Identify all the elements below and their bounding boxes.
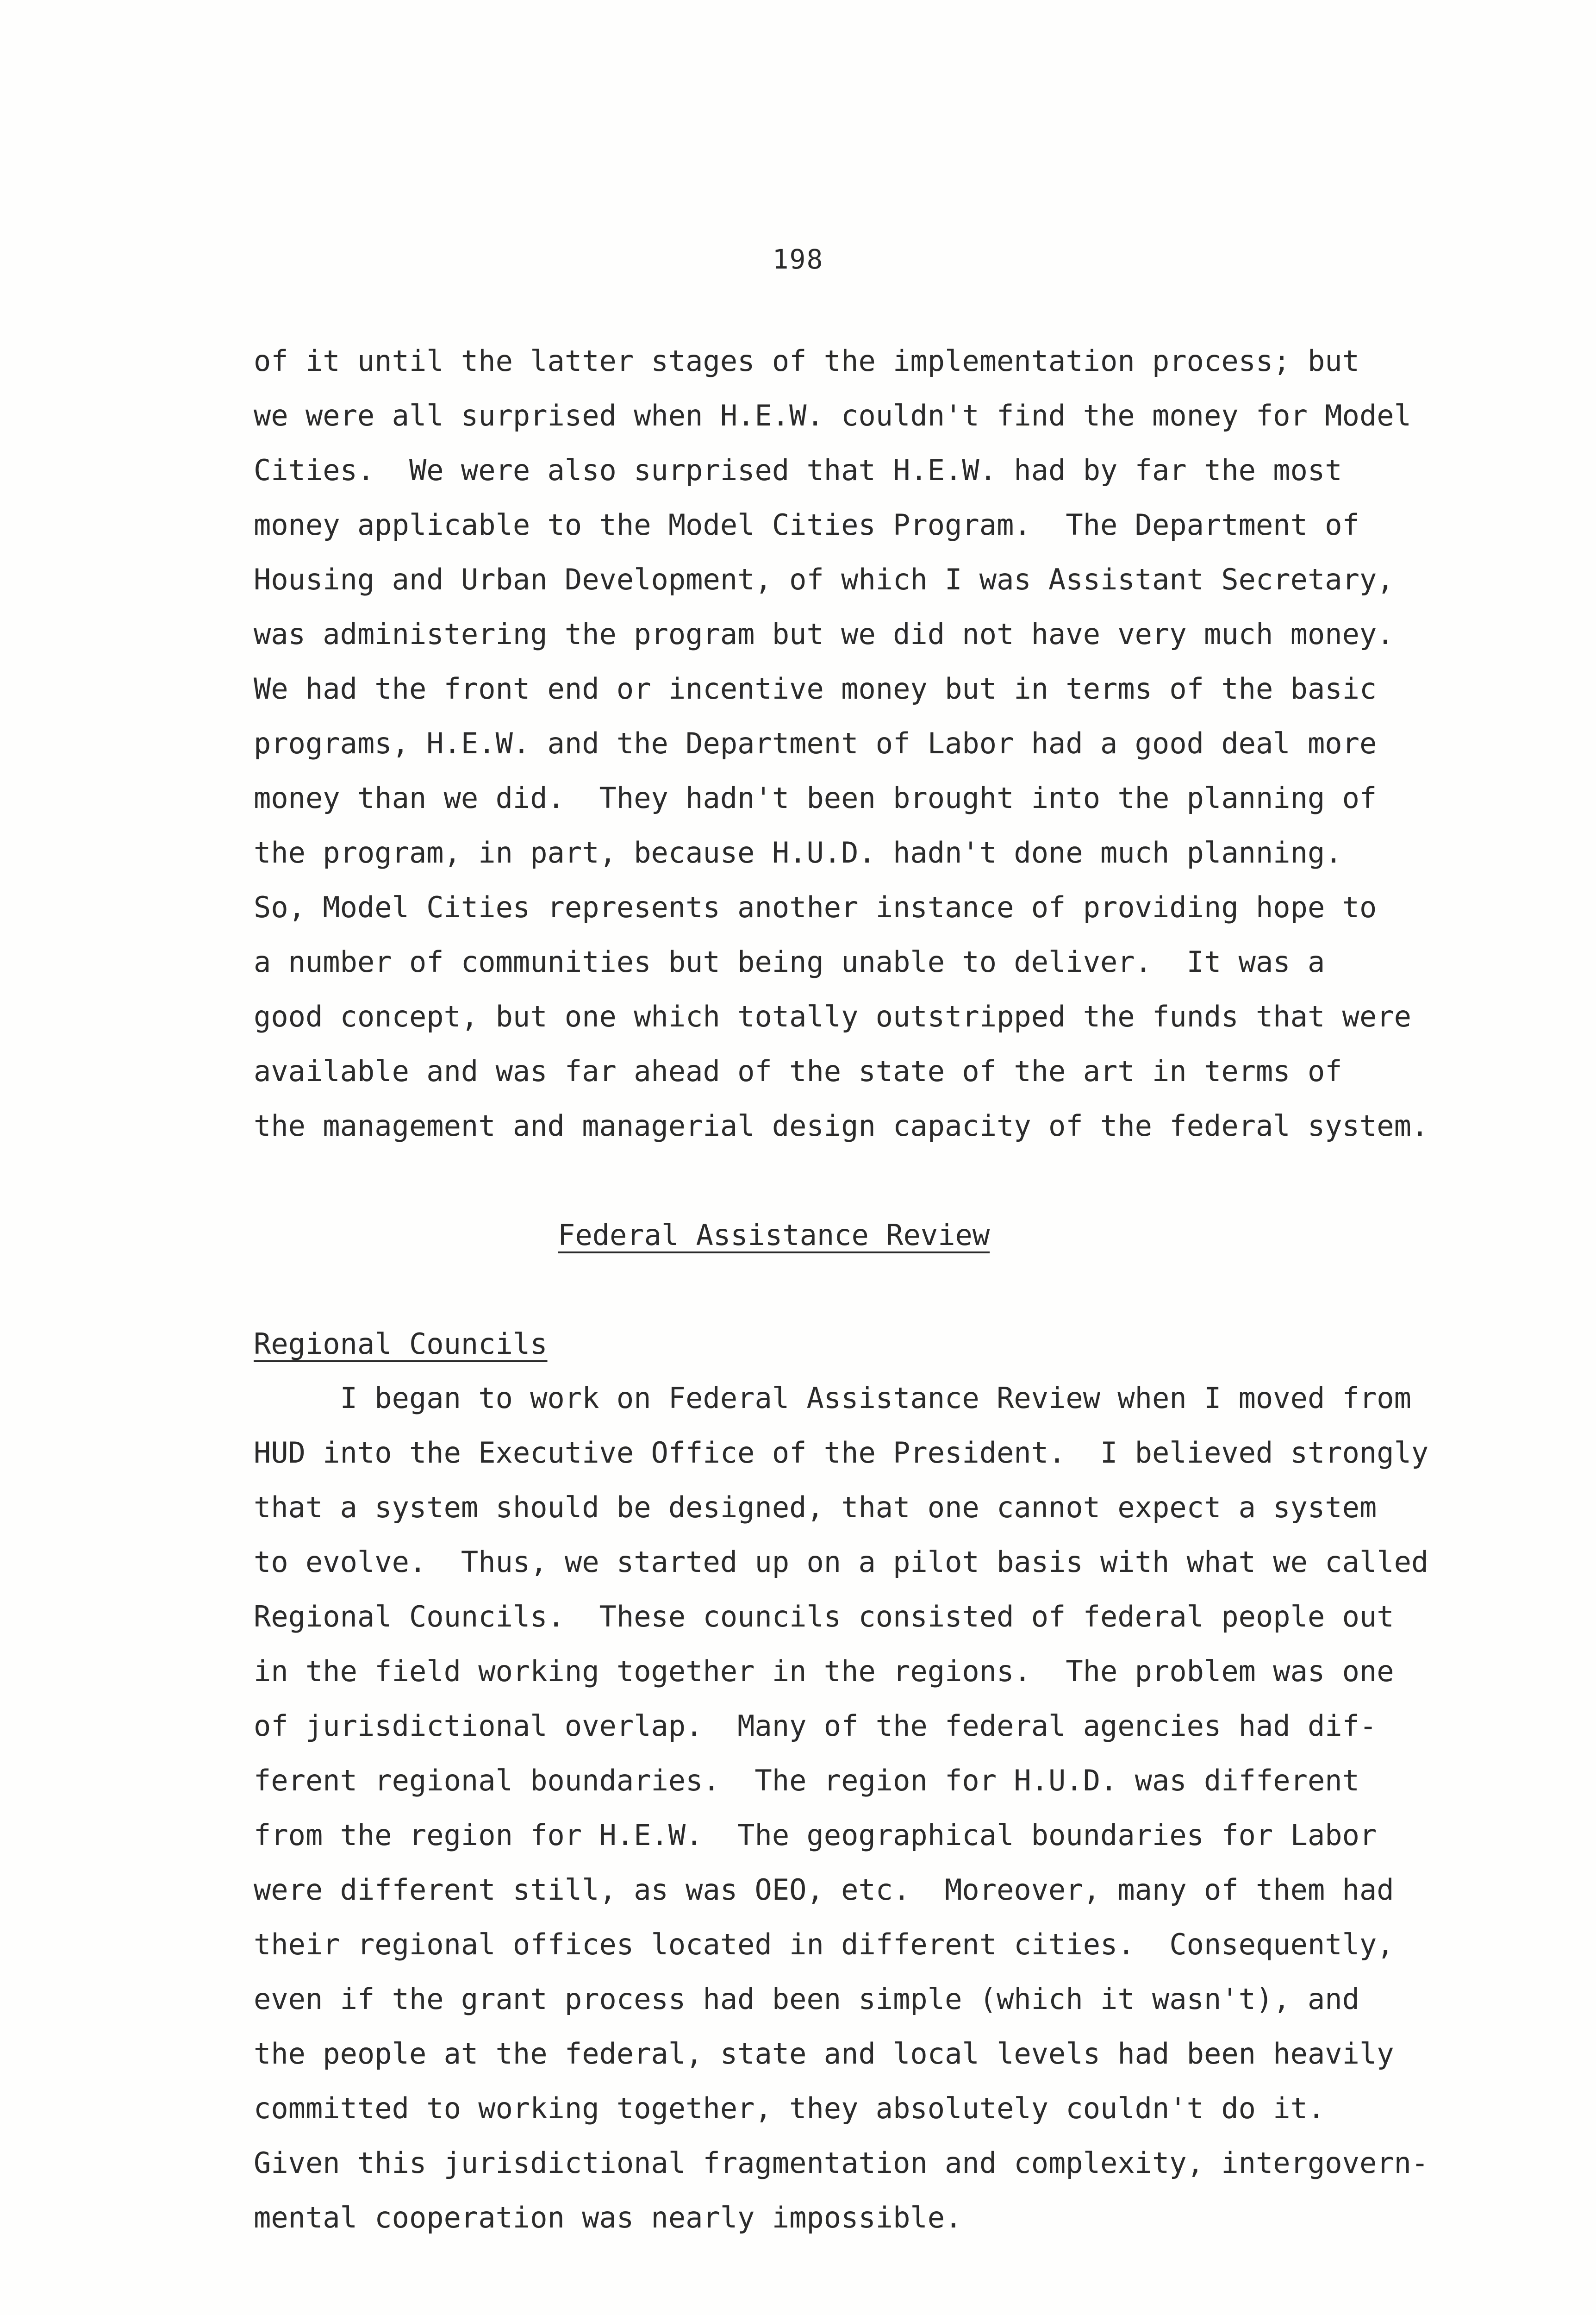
text-line: programs, H.E.W. and the Department of Labor had a good deal more — [254, 726, 1377, 760]
text-line: We had the front end or incentive money but in terms of the basic — [254, 672, 1377, 706]
text-line: were different still, as was OEO, etc. Moreover, many of them had — [254, 1873, 1394, 1907]
text-line: money than we did. They hadn't been brought into the planning of — [254, 781, 1377, 815]
text-line: to evolve. Thus, we started up on a pilot basis with what we called — [254, 1545, 1429, 1579]
text-line: in the field working together in the regions. The problem was one — [254, 1654, 1394, 1688]
text-line: money applicable to the Model Cities Program. The Department of — [254, 508, 1359, 542]
text-line: was administering the program but we did not have very much money. — [254, 617, 1394, 651]
text-line: we were all surprised when H.E.W. couldn't find the money for Model — [254, 399, 1411, 432]
text-line: ferent regional boundaries. The region for H.U.D. was different — [254, 1764, 1359, 1797]
text-line: the management and managerial design capacity of the federal system. — [254, 1109, 1429, 1143]
text-line: Cities. We were also surprised that H.E.W. had by far the most — [254, 453, 1342, 487]
text-line: even if the grant process had been simple (which it wasn't), and — [254, 1982, 1359, 2016]
text-line: of jurisdictional overlap. Many of the federal agencies had dif- — [254, 1709, 1377, 1743]
text-line: good concept, but one which totally outstripped the funds that were — [254, 1000, 1411, 1033]
page-number: 198 — [772, 244, 824, 275]
text-line: a number of communities but being unable to deliver. It was a — [254, 945, 1325, 979]
text-line: their regional offices located in different cities. Consequently, — [254, 1927, 1394, 1961]
text-line: that a system should be designed, that one cannot expect a system — [254, 1490, 1377, 1524]
subsection-heading: Regional Councils — [254, 1327, 548, 1361]
text-line: Given this jurisdictional fragmentation and complexity, intergovern- — [254, 2146, 1429, 2180]
text-line: Regional Councils. These councils consisted of federal people out — [254, 1600, 1394, 1633]
text-line: I began to work on Federal Assistance Review when I moved from — [254, 1381, 1411, 1415]
text-line: the people at the federal, state and local levels had been heavily — [254, 2037, 1394, 2071]
text-line: HUD into the Executive Office of the President. I believed strongly — [254, 1436, 1429, 1470]
text-line: Housing and Urban Development, of which I was Assistant Secretary, — [254, 563, 1394, 596]
text-line: of it until the latter stages of the implementation process; but — [254, 344, 1359, 378]
text-line: So, Model Cities represents another instance of providing hope to — [254, 890, 1377, 924]
text-line: available and was far ahead of the state of the art in terms of — [254, 1054, 1342, 1088]
text-line: committed to working together, they absolutely couldn't do it. — [254, 2091, 1325, 2125]
text-line: the program, in part, because H.U.D. hadn't done much planning. — [254, 836, 1342, 870]
section-heading: Federal Assistance Review — [558, 1218, 990, 1252]
text-line: mental cooperation was nearly impossible. — [254, 2201, 962, 2234]
text-line: from the region for H.E.W. The geographical boundaries for Labor — [254, 1818, 1377, 1852]
